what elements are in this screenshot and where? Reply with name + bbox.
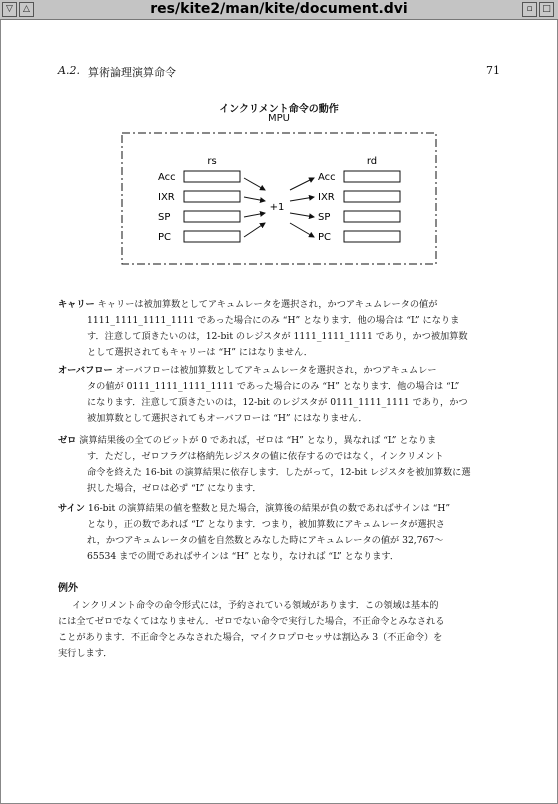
overflow-line-4: 被加算数として選択されてもオーバフローは “H” にはなりません． — [87, 413, 368, 424]
figure-title: インクリメント命令の動作 — [219, 104, 339, 115]
rd-ixr-register — [344, 191, 400, 202]
section-title: 算術論理演算命令 — [88, 66, 176, 79]
rs-label: rs — [207, 156, 217, 167]
increment-diagram — [118, 128, 440, 268]
overflow-line-3: になります．注意して頂きたいのは，12-bit のレジスタが 0111_1111_1111 であり，かつ — [87, 397, 468, 408]
sign-paragraph — [58, 501, 500, 565]
zero-line-4: 択した場合，ゼロは必ず “L” になります． — [87, 483, 262, 494]
window-shade-button[interactable]: △ — [19, 2, 34, 17]
overflow-line-2: タの値が 0111_1111_1111_1111 であった場合にのみ “H” となります．他の場合は “L” — [87, 381, 460, 392]
overflow-line-1: オーバフローは被加算数としてアキュムレータを選択され，かつアキュムレー — [115, 365, 437, 376]
carry-line-1: キャリーは被加算数としてアキュムレータを選択され，かつアキュムレータの値が — [97, 299, 438, 310]
overflow-term: オーバフロー — [58, 365, 113, 376]
zero-term: ゼロ — [58, 435, 77, 446]
sign-line-2: となり，正の数であれば “L” となります．つまり，被加算数にアキュムレータが選択さ — [87, 519, 445, 530]
figure-subtitle: MPU — [268, 113, 290, 124]
zero-line-3: 命令を終えた 16-bit の演算結果に依存します．したがって，12-bit レジスタを被加算数に選 — [87, 467, 471, 478]
arrow-rd-ixr — [290, 197, 314, 201]
arrow-rs-sp — [244, 213, 265, 217]
rd-label: rd — [366, 156, 378, 167]
zero-line-1: 演算結果後の全てのビットが 0 であれば，ゼロは “H” となり，異なれば “L” となりま — [79, 435, 437, 446]
carry-line-3: す．注意して頂きたいのは，12-bit のレジスタが 1111_1111_1111 であり，かつ被加算数 — [87, 331, 468, 342]
window-titlebar — [0, 0, 558, 20]
rd-acc-label: Acc — [318, 172, 336, 183]
rs-sp-label: SP — [158, 212, 171, 223]
rs-sp-register — [184, 211, 240, 222]
exception-line-2: には全てゼロでなくてはなりません．ゼロでない命令で実行した場合，不正命令とみなされる — [58, 616, 445, 627]
sign-line-4: 65534 までの間であればサインは “H” となり，なければ “L” となります． — [87, 551, 400, 562]
exception-line-4: 実行します． — [58, 648, 113, 659]
plus-one-label: +1 — [269, 202, 285, 213]
rd-sp-label: SP — [318, 212, 331, 223]
carry-line-2: 1111_1111_1111_1111 であった場合にのみ “H” となります．他の場合は “L” になりま — [87, 315, 460, 326]
arrow-rs-ixr — [244, 197, 265, 201]
overflow-paragraph — [58, 363, 500, 427]
rd-acc-register — [344, 171, 400, 182]
window-menu-button[interactable]: ▽ — [2, 2, 17, 17]
exception-heading: 例外 — [58, 583, 78, 594]
rs-ixr-register — [184, 191, 240, 202]
zero-line-2: す．ただし，ゼロフラグは格納先レジスタの値に依存するのではなく，インクリメント — [87, 451, 444, 462]
carry-line-4: として選択されてもキャリーは “H” にはなりません． — [87, 347, 313, 358]
rd-ixr-label: IXR — [318, 192, 335, 203]
rd-pc-label: PC — [318, 232, 332, 243]
rs-ixr-label: IXR — [158, 192, 175, 203]
page-number: 71 — [486, 64, 500, 77]
carry-term: キャリー — [58, 299, 95, 310]
sign-line-3: れ，かつアキュムレータの値を自然数とみなした時にアキュムレータの値が 32,767〜 — [87, 535, 444, 546]
exception-paragraph — [58, 598, 500, 662]
arrow-rd-sp — [290, 213, 314, 217]
arrow-rs-acc — [244, 178, 265, 190]
rd-sp-register — [344, 211, 400, 222]
rs-pc-register — [184, 231, 240, 242]
minimize-button[interactable]: ▫ — [522, 2, 537, 17]
carry-paragraph — [58, 297, 500, 361]
sign-line-1: 16-bit の演算結果の値を整数と見た場合，演算後の結果が負の数であればサインは “H” — [87, 503, 451, 514]
rs-acc-label: Acc — [158, 172, 176, 183]
arrow-rs-pc — [244, 223, 265, 237]
rs-pc-label: PC — [158, 232, 172, 243]
zero-paragraph — [58, 433, 500, 497]
maximize-button[interactable]: □ — [539, 2, 554, 17]
exception-line-3: ことがあります．不正命令とみなされた場合，マイクロプロセッサは割込み 3（不正命令）を — [58, 632, 443, 643]
sign-term: サイン — [58, 503, 85, 514]
section-number: A.2. — [58, 64, 80, 77]
rd-pc-register — [344, 231, 400, 242]
exception-line-1: インクリメント命令の命令形式には，予約されている領域があります．この領域は基本的 — [72, 600, 439, 611]
window-title: res/kite2/man/kite/document.dvi — [150, 1, 408, 17]
rs-acc-register — [184, 171, 240, 182]
arrow-rd-acc — [290, 178, 314, 190]
arrow-rd-pc — [290, 223, 314, 237]
